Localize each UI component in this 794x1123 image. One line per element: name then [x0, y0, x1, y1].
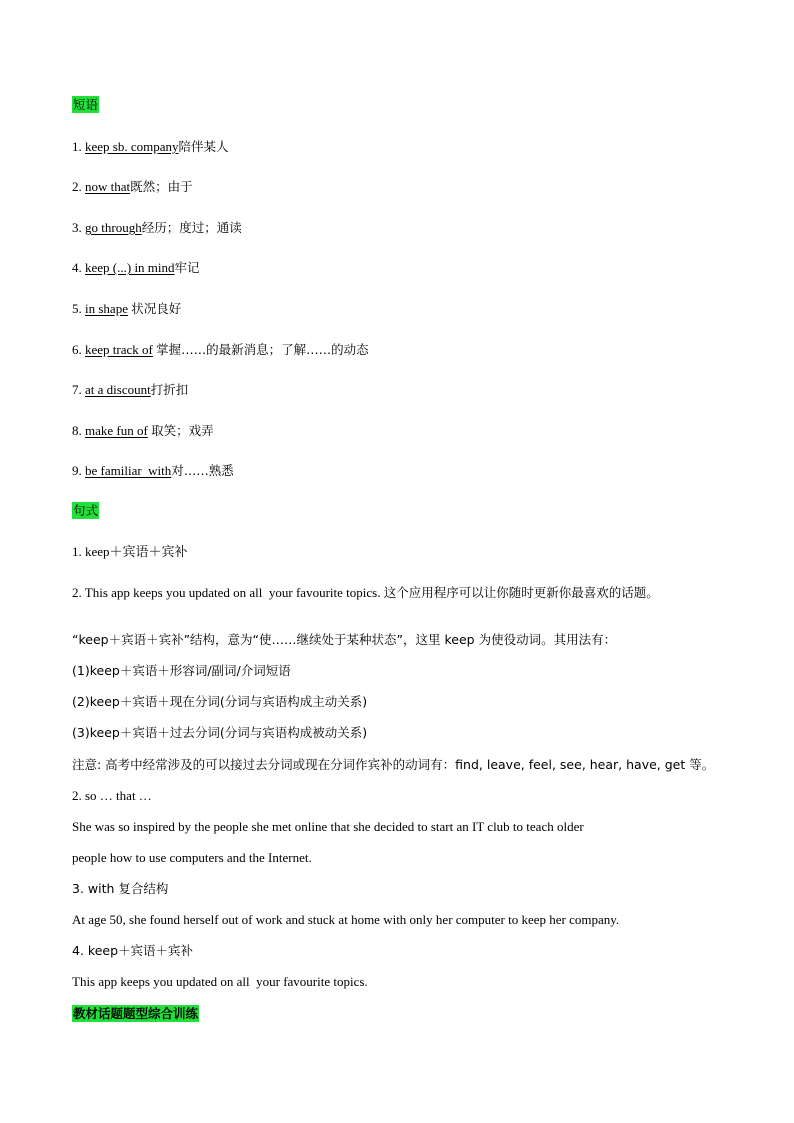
phrase-item [72, 423, 214, 439]
phrase-number: 9. [72, 463, 82, 478]
phrase-english: be familiar with [85, 463, 172, 478]
phrase-item [72, 260, 200, 276]
phrase-number: 6. [72, 342, 82, 357]
phrase-english: go through [85, 220, 142, 235]
with-pattern [72, 881, 168, 897]
phrase-number: 5. [72, 301, 82, 316]
sentence-pattern: 1. keep＋宾语＋宾补 [72, 544, 188, 559]
phrase-number: 7. [72, 382, 82, 397]
phrase-chinese: 经历；度过；通读 [141, 220, 242, 235]
phrase-english: in shape [85, 301, 128, 316]
example-english: 2. This app keeps you updated on all your favourite topics. [72, 585, 384, 600]
phrase-chinese: 陪伴某人 [178, 139, 229, 154]
example-text: people how to use computers and the Internet. [72, 850, 312, 865]
phrase-english: at a discount [85, 382, 151, 397]
note-text: 注意: 高考中经常涉及的可以接过去分词或现在分词作宾补的动词有：find, leave, feel, see, hear, have, get 等。 [72, 757, 715, 772]
phrase-number: 8. [72, 423, 82, 438]
phrase-english: make fun of [85, 423, 148, 438]
pattern-text: 3. with 复合结构 [72, 881, 169, 896]
phrases-title: 短语 [73, 97, 99, 112]
phrase-chinese: 取笑；戏弄 [151, 423, 214, 438]
usage-item [72, 663, 291, 679]
phrase-item [72, 382, 188, 398]
phrase-chinese: 打折扣 [150, 382, 189, 397]
note [72, 757, 714, 773]
sentences-heading [72, 503, 99, 519]
phrase-number: 3. [72, 220, 82, 235]
explanation [72, 632, 616, 648]
keep-pattern [72, 943, 193, 959]
usage-item [72, 694, 367, 710]
phrase-item [72, 463, 234, 479]
keep-example [72, 974, 368, 990]
sentence-item-2 [72, 585, 659, 601]
training-heading [72, 1006, 199, 1022]
sentence-item-1 [72, 544, 188, 560]
training-title: 教材话题题型综合训练 [73, 1006, 199, 1021]
phrase-chinese: 对……熟悉 [171, 463, 234, 478]
phrase-item [72, 342, 369, 358]
so-that-example-line1 [72, 819, 584, 835]
phrase-chinese: 牢记 [174, 260, 200, 275]
phrase-number: 4. [72, 260, 82, 275]
usage-item [72, 725, 367, 741]
phrase-number: 1. [72, 139, 82, 154]
phrase-item [72, 220, 242, 236]
phrase-number: 2. [72, 179, 82, 194]
phrase-item [72, 179, 193, 195]
with-example [72, 912, 619, 928]
usage-text: (3)keep＋宾语＋过去分词(分词与宾语构成被动关系) [72, 725, 368, 740]
phrases-heading [72, 97, 99, 113]
example-text: She was so inspired by the people she met online that she decided to start an IT club to teach older [72, 819, 584, 834]
phrase-item [72, 301, 181, 317]
phrase-chinese: 既然；由于 [130, 179, 193, 194]
so-that-example-line2 [72, 850, 312, 866]
example-chinese: 这个应用程序可以让你随时更新你最喜欢的话题。 [383, 585, 659, 600]
pattern-text: 2. so … that … [72, 788, 152, 803]
phrase-english: keep sb. company [85, 139, 179, 154]
explanation-text: “keep＋宾语＋宾补”结构，意为“使……继续处于某种状态”，这里 keep 为使役动词。其用法有： [72, 632, 617, 647]
usage-text: (1)keep＋宾语＋形容词/副词/介词短语 [72, 663, 291, 678]
phrase-english: keep track of [85, 342, 153, 357]
usage-text: (2)keep＋宾语＋现在分词(分词与宾语构成主动关系) [72, 694, 368, 709]
phrase-chinese: 掌握……的最新消息；了解……的动态 [156, 342, 369, 357]
pattern-text: 4. keep＋宾语＋宾补 [72, 943, 194, 958]
phrase-item [72, 139, 229, 155]
example-text: This app keeps you updated on all your favourite topics. [72, 974, 368, 989]
so-that-pattern [72, 788, 152, 804]
phrase-chinese: 状况良好 [131, 301, 182, 316]
phrase-english: now that [85, 179, 131, 194]
phrase-english: keep (...) in mind [85, 260, 175, 275]
example-text: At age 50, she found herself out of work and stuck at home with only her computer to keep her company. [72, 912, 620, 927]
sentences-title: 句式 [73, 503, 99, 518]
